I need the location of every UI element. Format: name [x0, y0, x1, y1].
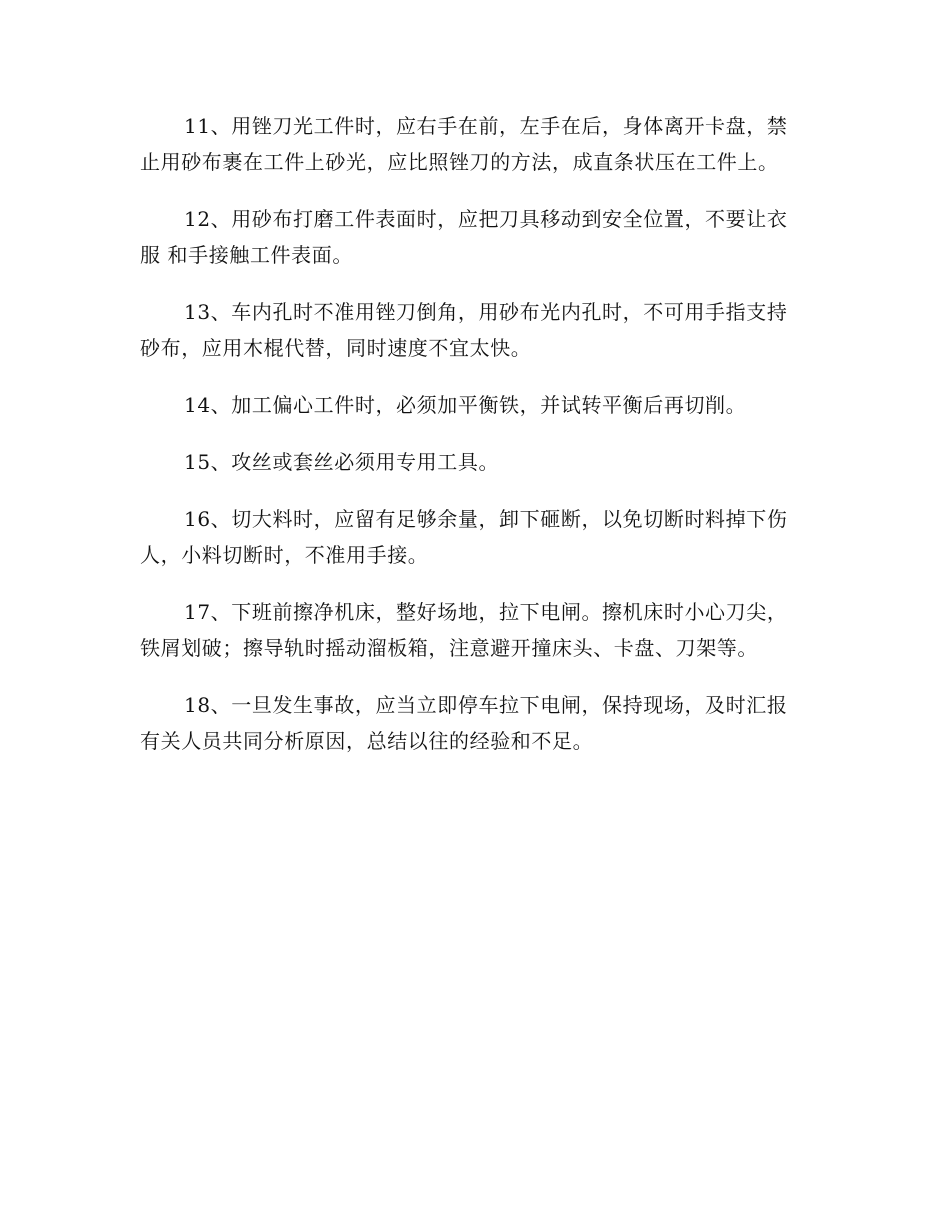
document-body [140, 108, 794, 780]
paragraph-14: 14、加工偏心工件时，必须加平衡铁，并试转平衡后再切削。 [184, 393, 747, 417]
paragraph-12: 12、用砂布打磨工件表面时，应把刀具移动到安全位置，不要让衣服 和手接触工件表面。 [140, 207, 788, 267]
paragraph-11: 11、用锉刀光工件时，应右手在前，左手在后，身体离开卡盘，禁止用砂布裹在工件上砂光，应比照锉刀的方法，成直条状压在工件上。 [140, 114, 788, 174]
paragraph-15: 15、攻丝或套丝必须用专用工具。 [184, 450, 500, 474]
paragraph-18: 18、一旦发生事故，应当立即停车拉下电闸，保持现场，及时汇报有关人员共同分析原因，总结以往的经验和不足。 [140, 693, 788, 753]
paragraph-13: 13、车内孔时不准用锉刀倒角，用砂布光内孔时，不可用手指支持砂布，应用木棍代替，同时速度不宜太快。 [140, 300, 788, 360]
paragraph-16: 16、切大料时，应留有足够余量，卸下砸断，以免切断时料掉下伤人，小料切断时，不准用手接。 [140, 507, 788, 567]
paragraph-17: 17、下班前擦净机床，整好场地，拉下电闸。擦机床时小心刀尖，铁屑划破；擦导轨时摇动溜板箱，注意避开撞床头、卡盘、刀架等。 [140, 600, 788, 660]
